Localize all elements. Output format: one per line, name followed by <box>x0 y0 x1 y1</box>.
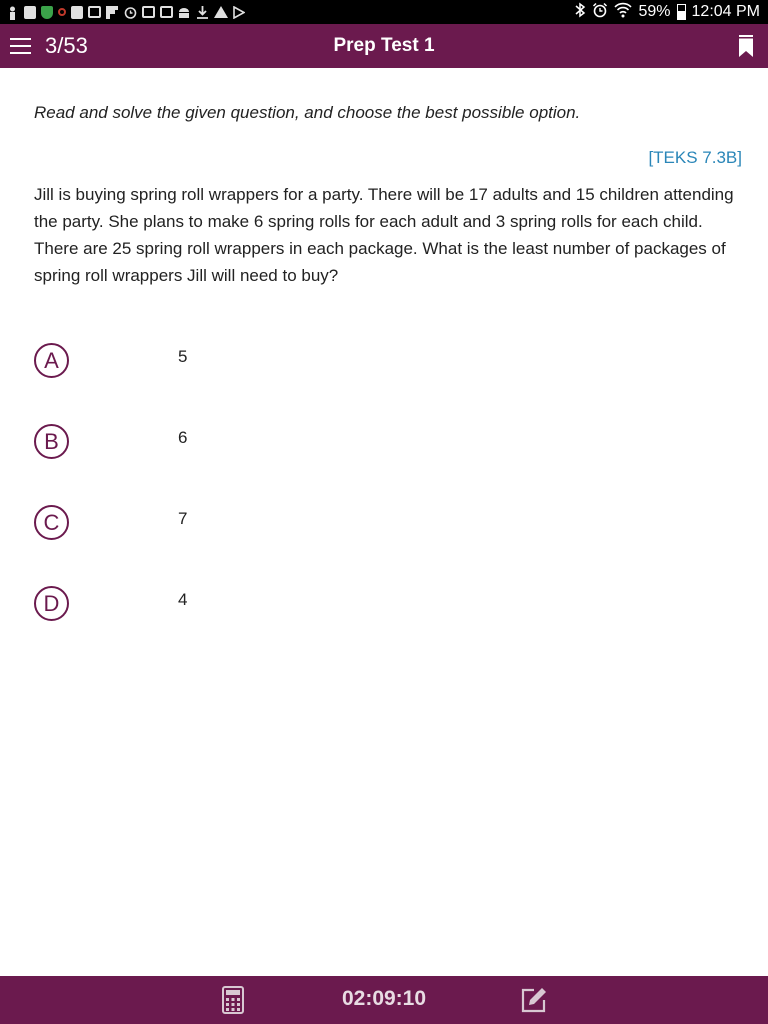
option-value: 5 <box>178 347 188 366</box>
clock: 12:04 PM <box>691 3 760 20</box>
news-icon <box>160 6 173 18</box>
option-letter: A <box>34 343 69 378</box>
option-letter: D <box>34 586 69 621</box>
edit-note-icon[interactable] <box>520 986 548 1014</box>
system-status <box>574 0 760 24</box>
option-a[interactable] <box>34 343 434 379</box>
download-icon <box>196 6 209 19</box>
bluetooth-icon <box>574 2 586 22</box>
app-icon <box>58 8 66 16</box>
notification-icon <box>71 6 83 19</box>
standard-tag: [TEKS 7.3B] <box>648 148 742 167</box>
option-value: 4 <box>178 590 188 609</box>
notification-icons <box>6 3 246 21</box>
notification-icon <box>24 6 36 19</box>
option-b[interactable] <box>34 424 434 460</box>
option-letter: C <box>34 505 69 540</box>
warning-icon <box>214 6 228 18</box>
battery-percent: 59% <box>638 3 671 20</box>
option-value: 7 <box>178 509 188 528</box>
question-counter: 3/53 <box>45 33 88 58</box>
question-text: Jill is buying spring roll wrappers for a party. There will be 17 adults and 15 children attending the party. She plans to make 6 spring rolls for each adult and 3 spring rolls for each child. There are 25 spring roll wrappers in each package. What is the least number of packages of spring roll wrappers Jill will need to buy? <box>34 185 734 285</box>
flipboard-icon <box>106 6 119 19</box>
page-title: Prep Test 1 <box>333 35 435 56</box>
battery-level <box>678 11 685 19</box>
wifi-icon <box>614 2 632 22</box>
shield-icon <box>41 6 53 19</box>
app-bar <box>0 24 768 68</box>
bookmark-icon[interactable] <box>739 35 753 57</box>
instructions: Read and solve the given question, and choose the best possible option. <box>34 103 581 122</box>
image-icon <box>142 6 155 18</box>
android-icon <box>178 6 191 19</box>
alarm-icon <box>124 6 137 19</box>
person-icon <box>6 6 19 19</box>
alarm-icon <box>592 2 608 22</box>
notification-icon <box>88 6 101 18</box>
timer: 02:09:10 <box>341 987 427 1010</box>
option-value: 6 <box>178 428 188 447</box>
option-letter: B <box>34 424 69 459</box>
battery-icon <box>677 4 686 20</box>
bottom-bar <box>0 976 768 1024</box>
status-bar <box>0 0 768 24</box>
option-d[interactable] <box>34 586 434 622</box>
option-c[interactable] <box>34 505 434 541</box>
play-store-icon <box>233 6 246 19</box>
